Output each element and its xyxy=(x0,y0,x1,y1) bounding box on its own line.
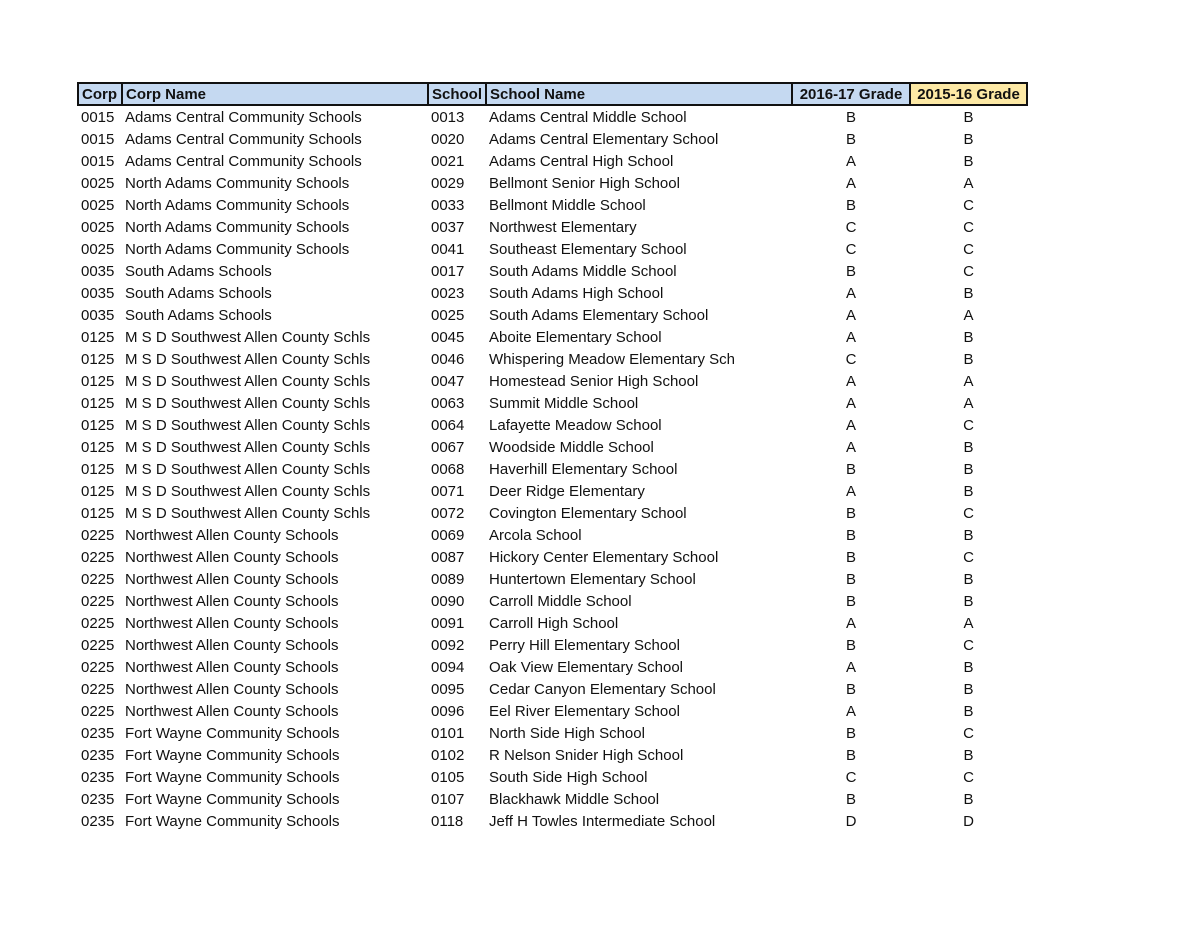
cell-corp-code: 0225 xyxy=(81,680,115,698)
cell-school-code: 0105 xyxy=(431,768,465,786)
cell-corp-name: Northwest Allen County Schools xyxy=(125,702,339,720)
cell-school-code: 0046 xyxy=(431,350,465,368)
cell-corp-code: 0035 xyxy=(81,284,115,302)
cell-grade-2015-16: C xyxy=(963,416,974,434)
cell-corp-code: 0035 xyxy=(81,262,115,280)
cell-grade-2016-17: A xyxy=(846,416,857,434)
cell-grade-2016-17: A xyxy=(846,438,857,456)
table-row xyxy=(78,678,1027,700)
cell-corp-name: South Adams Schools xyxy=(125,284,272,302)
table-row xyxy=(78,370,1027,392)
cell-school-code: 0025 xyxy=(431,306,465,324)
cell-grade-2015-16: A xyxy=(963,306,974,324)
header-school-name: School Name xyxy=(486,83,792,105)
cell-corp-name: Fort Wayne Community Schools xyxy=(125,790,340,808)
cell-school-code: 0102 xyxy=(431,746,465,764)
cell-school-code: 0064 xyxy=(431,416,465,434)
cell-school-code: 0023 xyxy=(431,284,465,302)
cell-grade-2016-17: C xyxy=(845,768,857,786)
table-row xyxy=(78,480,1027,502)
cell-grade-2016-17: A xyxy=(846,306,857,324)
cell-corp-code: 0125 xyxy=(81,372,115,390)
cell-school-name: Hickory Center Elementary School xyxy=(489,548,719,566)
cell-grade-2015-16: B xyxy=(963,526,974,544)
cell-grade-2015-16: C xyxy=(963,262,974,280)
cell-school-name: Deer Ridge Elementary xyxy=(489,482,645,500)
cell-corp-code: 0225 xyxy=(81,570,115,588)
cell-school-name: Huntertown Elementary School xyxy=(489,570,696,588)
cell-school-code: 0101 xyxy=(431,724,465,742)
cell-corp-name: M S D Southwest Allen County Schls xyxy=(125,328,371,346)
cell-school-name: Lafayette Meadow School xyxy=(489,416,662,434)
cell-corp-name: Adams Central Community Schools xyxy=(125,152,362,170)
cell-corp-name: M S D Southwest Allen County Schls xyxy=(125,372,371,390)
cell-corp-code: 0025 xyxy=(81,240,115,258)
cell-corp-name: Northwest Allen County Schools xyxy=(125,526,339,544)
cell-school-code: 0094 xyxy=(431,658,465,676)
cell-school-name: Jeff H Towles Intermediate School xyxy=(489,812,716,830)
cell-school-name: Oak View Elementary School xyxy=(489,658,683,676)
cell-grade-2015-16: A xyxy=(963,394,974,412)
cell-corp-code: 0015 xyxy=(81,130,115,148)
cell-grade-2015-16: C xyxy=(963,724,974,742)
table-row xyxy=(78,458,1027,480)
cell-school-code: 0067 xyxy=(431,438,465,456)
cell-corp-code: 0235 xyxy=(81,724,115,742)
table-row xyxy=(78,590,1027,612)
cell-corp-code: 0235 xyxy=(81,812,115,830)
cell-school-code: 0068 xyxy=(431,460,465,478)
table-row xyxy=(78,392,1027,414)
cell-grade-2016-17: B xyxy=(846,108,857,126)
table-row xyxy=(78,128,1027,150)
cell-school-code: 0107 xyxy=(431,790,465,808)
cell-corp-name: North Adams Community Schools xyxy=(125,240,350,258)
table-row xyxy=(78,700,1027,722)
cell-school-name: Northwest Elementary xyxy=(489,218,637,236)
cell-grade-2016-17: A xyxy=(846,394,857,412)
cell-grade-2015-16: B xyxy=(963,284,974,302)
cell-corp-name: M S D Southwest Allen County Schls xyxy=(125,438,371,456)
cell-school-name: Perry Hill Elementary School xyxy=(489,636,680,654)
cell-corp-code: 0125 xyxy=(81,394,115,412)
cell-grade-2015-16: D xyxy=(963,812,974,830)
table-row xyxy=(78,612,1027,634)
table-row xyxy=(78,414,1027,436)
cell-corp-code: 0225 xyxy=(81,614,115,632)
cell-grade-2015-16: B xyxy=(963,482,974,500)
cell-grade-2016-17: B xyxy=(846,680,857,698)
cell-corp-code: 0125 xyxy=(81,504,115,522)
cell-grade-2015-16: B xyxy=(963,702,974,720)
cell-grade-2015-16: B xyxy=(963,746,974,764)
cell-school-code: 0037 xyxy=(431,218,465,236)
cell-school-name: Cedar Canyon Elementary School xyxy=(489,680,716,698)
cell-corp-code: 0225 xyxy=(81,702,115,720)
cell-school-name: Covington Elementary School xyxy=(489,504,687,522)
cell-corp-name: M S D Southwest Allen County Schls xyxy=(125,504,371,522)
cell-school-name: R Nelson Snider High School xyxy=(489,746,684,764)
cell-grade-2016-17: B xyxy=(846,790,857,808)
cell-corp-code: 0225 xyxy=(81,526,115,544)
cell-school-name: Adams Central High School xyxy=(489,152,674,170)
table-row xyxy=(78,282,1027,304)
cell-corp-code: 0125 xyxy=(81,328,115,346)
cell-grade-2015-16: B xyxy=(963,438,974,456)
table-row xyxy=(78,788,1027,810)
cell-grade-2015-16: C xyxy=(963,218,974,236)
cell-corp-name: North Adams Community Schools xyxy=(125,174,350,192)
cell-corp-code: 0125 xyxy=(81,482,115,500)
cell-school-code: 0020 xyxy=(431,130,465,148)
cell-grade-2015-16: B xyxy=(963,680,974,698)
cell-school-name: Summit Middle School xyxy=(489,394,639,412)
cell-grade-2016-17: B xyxy=(846,262,857,280)
cell-grade-2015-16: C xyxy=(963,240,974,258)
table-row xyxy=(78,744,1027,766)
cell-grade-2016-17: B xyxy=(846,746,857,764)
cell-grade-2016-17: A xyxy=(846,614,857,632)
cell-corp-name: Fort Wayne Community Schools xyxy=(125,812,340,830)
cell-corp-code: 0125 xyxy=(81,350,115,368)
cell-school-name: Southeast Elementary School xyxy=(489,240,687,258)
cell-grade-2016-17: B xyxy=(846,526,857,544)
cell-school-name: Adams Central Middle School xyxy=(489,108,687,126)
cell-corp-code: 0235 xyxy=(81,790,115,808)
cell-school-name: Bellmont Middle School xyxy=(489,196,646,214)
cell-grade-2016-17: A xyxy=(846,328,857,346)
cell-grade-2015-16: B xyxy=(963,152,974,170)
cell-grade-2016-17: B xyxy=(846,196,857,214)
cell-school-name: Eel River Elementary School xyxy=(489,702,680,720)
cell-grade-2015-16: B xyxy=(963,350,974,368)
cell-school-code: 0033 xyxy=(431,196,465,214)
cell-grade-2016-17: A xyxy=(846,284,857,302)
cell-grade-2015-16: C xyxy=(963,196,974,214)
cell-grade-2016-17: C xyxy=(845,240,857,258)
cell-corp-name: M S D Southwest Allen County Schls xyxy=(125,460,371,478)
cell-grade-2015-16: A xyxy=(963,614,974,632)
table-row xyxy=(78,172,1027,194)
cell-school-code: 0095 xyxy=(431,680,465,698)
table-row xyxy=(78,568,1027,590)
cell-corp-code: 0015 xyxy=(81,108,115,126)
cell-grade-2015-16: B xyxy=(963,328,974,346)
cell-school-name: South Adams Elementary School xyxy=(489,306,709,324)
cell-grade-2016-17: A xyxy=(846,152,857,170)
cell-corp-name: North Adams Community Schools xyxy=(125,218,350,236)
cell-grade-2015-16: C xyxy=(963,768,974,786)
cell-corp-code: 0025 xyxy=(81,218,115,236)
cell-corp-name: Northwest Allen County Schools xyxy=(125,658,339,676)
table-row xyxy=(78,524,1027,546)
header-grade-2015-16: 2015-16 Grade xyxy=(910,83,1027,105)
cell-school-code: 0072 xyxy=(431,504,465,522)
cell-grade-2016-17: B xyxy=(846,570,857,588)
cell-corp-code: 0025 xyxy=(81,196,115,214)
cell-school-code: 0071 xyxy=(431,482,465,500)
table-row xyxy=(78,722,1027,744)
cell-corp-code: 0125 xyxy=(81,460,115,478)
cell-school-code: 0092 xyxy=(431,636,465,654)
cell-school-code: 0029 xyxy=(431,174,465,192)
cell-corp-name: South Adams Schools xyxy=(125,306,272,324)
table-row xyxy=(78,216,1027,238)
cell-corp-name: Northwest Allen County Schools xyxy=(125,548,339,566)
cell-school-code: 0091 xyxy=(431,614,465,632)
cell-grade-2016-17: B xyxy=(846,548,857,566)
cell-corp-code: 0125 xyxy=(81,438,115,456)
table-row xyxy=(78,436,1027,458)
cell-corp-name: South Adams Schools xyxy=(125,262,272,280)
cell-school-name: South Adams High School xyxy=(489,284,664,302)
cell-corp-name: Adams Central Community Schools xyxy=(125,108,362,126)
cell-grade-2016-17: A xyxy=(846,372,857,390)
cell-corp-code: 0225 xyxy=(81,636,115,654)
cell-corp-name: Fort Wayne Community Schools xyxy=(125,746,340,764)
cell-school-name: Aboite Elementary School xyxy=(489,328,662,346)
cell-school-code: 0041 xyxy=(431,240,465,258)
cell-corp-code: 0015 xyxy=(81,152,115,170)
cell-grade-2015-16: B xyxy=(963,790,974,808)
cell-corp-code: 0235 xyxy=(81,768,115,786)
table-row xyxy=(78,326,1027,348)
cell-corp-name: M S D Southwest Allen County Schls xyxy=(125,482,371,500)
cell-grade-2016-17: B xyxy=(846,724,857,742)
school-grades-table xyxy=(77,82,1028,832)
cell-corp-name: Fort Wayne Community Schools xyxy=(125,768,340,786)
cell-grade-2015-16: A xyxy=(963,372,974,390)
cell-corp-code: 0225 xyxy=(81,548,115,566)
cell-school-name: South Adams Middle School xyxy=(489,262,677,280)
cell-grade-2016-17: C xyxy=(845,350,857,368)
header-school: School xyxy=(428,83,486,105)
cell-grade-2016-17: B xyxy=(846,504,857,522)
cell-grade-2015-16: B xyxy=(963,592,974,610)
cell-school-name: South Side High School xyxy=(489,768,648,786)
cell-grade-2015-16: A xyxy=(963,174,974,192)
cell-grade-2016-17: A xyxy=(846,702,857,720)
cell-school-code: 0045 xyxy=(431,328,465,346)
table-row xyxy=(78,766,1027,788)
cell-grade-2016-17: B xyxy=(846,592,857,610)
cell-school-name: Adams Central Elementary School xyxy=(489,130,719,148)
cell-school-code: 0118 xyxy=(431,812,464,830)
cell-corp-name: Northwest Allen County Schools xyxy=(125,570,339,588)
cell-school-code: 0069 xyxy=(431,526,465,544)
cell-corp-name: Northwest Allen County Schools xyxy=(125,636,339,654)
table-row xyxy=(78,150,1027,172)
cell-corp-name: Northwest Allen County Schools xyxy=(125,680,339,698)
cell-school-name: Bellmont Senior High School xyxy=(489,174,680,192)
cell-school-code: 0017 xyxy=(431,262,465,280)
cell-corp-name: Fort Wayne Community Schools xyxy=(125,724,340,742)
cell-grade-2016-17: A xyxy=(846,482,857,500)
cell-corp-name: M S D Southwest Allen County Schls xyxy=(125,350,371,368)
cell-school-code: 0096 xyxy=(431,702,465,720)
cell-corp-code: 0235 xyxy=(81,746,115,764)
cell-corp-name: M S D Southwest Allen County Schls xyxy=(125,394,371,412)
table-header xyxy=(78,83,1027,105)
cell-grade-2016-17: C xyxy=(845,218,857,236)
cell-grade-2016-17: A xyxy=(846,174,857,192)
cell-grade-2015-16: C xyxy=(963,636,974,654)
table-row xyxy=(78,502,1027,524)
cell-corp-name: North Adams Community Schools xyxy=(125,196,350,214)
cell-corp-code: 0225 xyxy=(81,658,115,676)
cell-grade-2015-16: B xyxy=(963,108,974,126)
table-row xyxy=(78,238,1027,260)
cell-school-code: 0089 xyxy=(431,570,465,588)
cell-school-name: Carroll High School xyxy=(489,614,619,632)
cell-corp-code: 0025 xyxy=(81,174,115,192)
cell-school-name: Woodside Middle School xyxy=(489,438,654,456)
cell-grade-2015-16: C xyxy=(963,548,974,566)
cell-grade-2016-17: D xyxy=(845,812,857,830)
table-body xyxy=(78,105,1027,832)
cell-school-name: Blackhawk Middle School xyxy=(489,790,660,808)
table-row xyxy=(78,260,1027,282)
cell-corp-code: 0125 xyxy=(81,416,115,434)
cell-grade-2015-16: B xyxy=(963,130,974,148)
table-row xyxy=(78,348,1027,370)
cell-school-code: 0063 xyxy=(431,394,465,412)
cell-school-code: 0087 xyxy=(431,548,465,566)
cell-school-name: Homestead Senior High School xyxy=(489,372,699,390)
cell-corp-name: M S D Southwest Allen County Schls xyxy=(125,416,371,434)
cell-corp-name: Northwest Allen County Schools xyxy=(125,614,339,632)
header-corp-name: Corp Name xyxy=(122,83,428,105)
table-row xyxy=(78,194,1027,216)
table-row xyxy=(78,105,1027,128)
table-row xyxy=(78,546,1027,568)
cell-school-name: Whispering Meadow Elementary Sch xyxy=(489,350,735,368)
cell-school-code: 0047 xyxy=(431,372,465,390)
header-grade-2016-17: 2016-17 Grade xyxy=(792,83,910,105)
table-row xyxy=(78,656,1027,678)
header-corp: Corp xyxy=(78,83,122,105)
cell-school-name: North Side High School xyxy=(489,724,645,742)
cell-school-code: 0021 xyxy=(431,152,465,170)
cell-grade-2016-17: A xyxy=(846,658,857,676)
cell-grade-2016-17: B xyxy=(846,130,857,148)
cell-grade-2016-17: B xyxy=(846,460,857,478)
header-row xyxy=(78,83,1027,105)
cell-corp-name: Adams Central Community Schools xyxy=(125,130,362,148)
cell-school-code: 0013 xyxy=(431,108,465,126)
table-row xyxy=(78,810,1027,832)
cell-grade-2015-16: B xyxy=(963,658,974,676)
cell-school-name: Carroll Middle School xyxy=(489,592,632,610)
cell-school-code: 0090 xyxy=(431,592,465,610)
table-row xyxy=(78,634,1027,656)
cell-grade-2015-16: B xyxy=(963,570,974,588)
cell-grade-2015-16: C xyxy=(963,504,974,522)
cell-school-name: Haverhill Elementary School xyxy=(489,460,678,478)
cell-grade-2015-16: B xyxy=(963,460,974,478)
cell-corp-code: 0035 xyxy=(81,306,115,324)
cell-corp-name: Northwest Allen County Schools xyxy=(125,592,339,610)
table-row xyxy=(78,304,1027,326)
cell-school-name: Arcola School xyxy=(489,526,582,544)
cell-corp-code: 0225 xyxy=(81,592,115,610)
cell-grade-2016-17: B xyxy=(846,636,857,654)
